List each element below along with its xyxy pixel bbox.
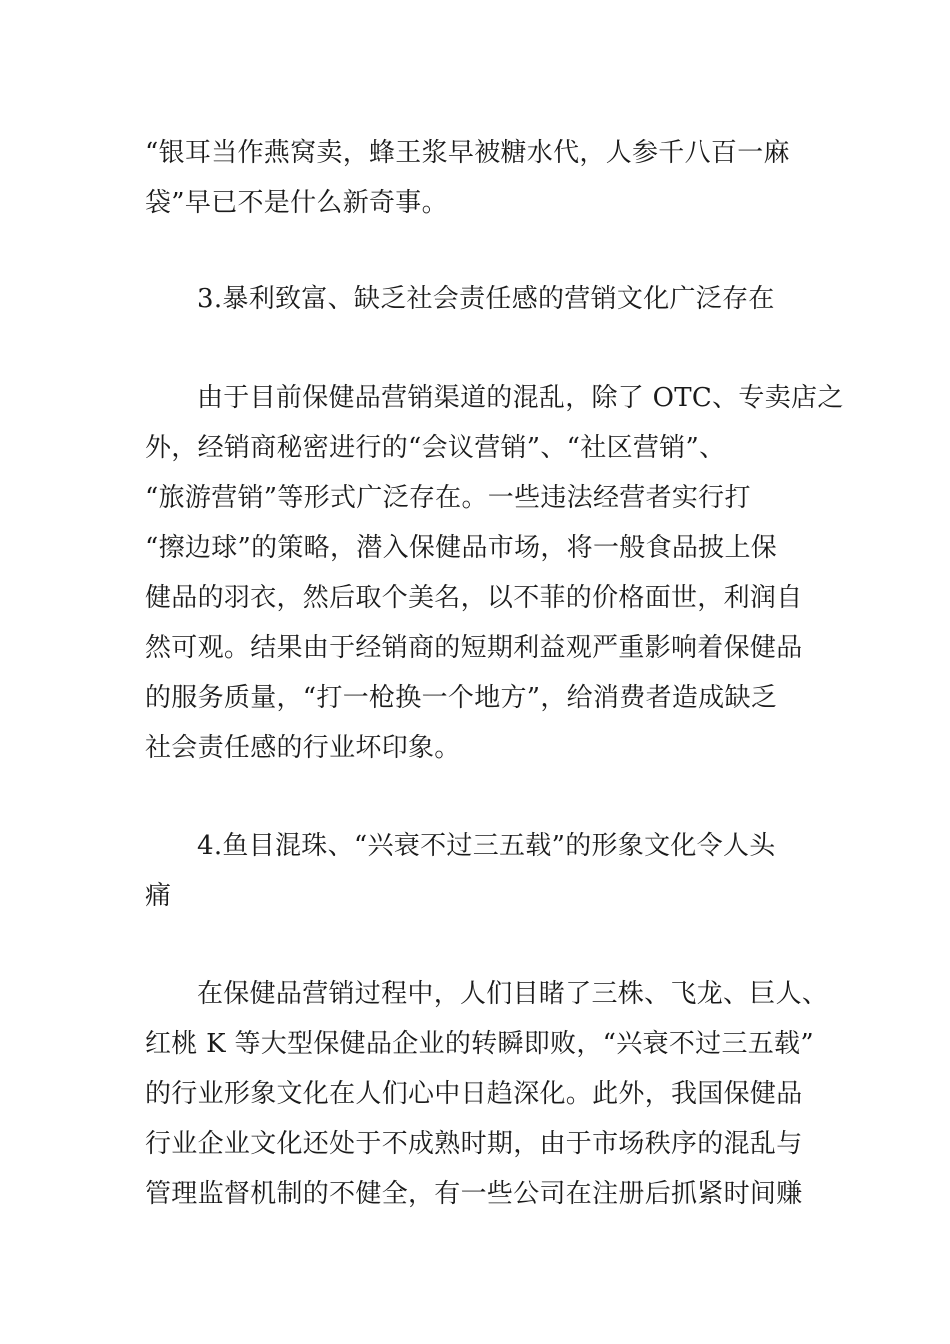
section-heading-4: 4.鱼目混珠、“兴衰不过三五载”的形象文化令人头	[197, 831, 776, 861]
paragraph-line: 在保健品营销过程中，人们目睹了三株、飞龙、巨人、	[197, 979, 829, 1009]
paragraph-line: 的服务质量，“打一枪换一个地方”，给消费者造成缺乏	[145, 683, 778, 713]
paragraph-line: 红桃 K 等大型保健品企业的转瞬即败，“兴衰不过三五载”	[145, 1029, 814, 1059]
paragraph-line: 健品的羽衣，然后取个美名，以不菲的价格面世，利润自	[145, 583, 803, 613]
paragraph-line: “擦边球”的策略，潜入保健品市场，将一般食品披上保	[145, 533, 778, 563]
paragraph-line: 袋”早已不是什么新奇事。	[145, 188, 448, 218]
paragraph-line: 由于目前保健品营销渠道的混乱，除了 OTC、专卖店之	[197, 383, 844, 413]
paragraph-line: 然可观。结果由于经销商的短期利益观严重影响着保健品	[145, 633, 803, 663]
paragraph-line: “旅游营销”等形式广泛存在。一些违法经营者实行打	[145, 483, 751, 513]
section-heading-4-cont: 痛	[145, 881, 172, 911]
paragraph-line: “银耳当作燕窝卖，蜂王浆早被糖水代，人参千八百一麻	[145, 138, 790, 168]
paragraph-line: 社会责任感的行业坏印象。	[145, 733, 461, 763]
paragraph-line: 外，经销商秘密进行的“会议营销”、“社区营销”、	[145, 433, 726, 463]
paragraph-line: 行业企业文化还处于不成熟时期，由于市场秩序的混乱与	[145, 1129, 803, 1159]
paragraph-line: 管理监督机制的不健全，有一些公司在注册后抓紧时间赚	[145, 1179, 803, 1209]
paragraph-line: 的行业形象文化在人们心中日趋深化。此外，我国保健品	[145, 1079, 803, 1109]
section-heading-3: 3.暴利致富、缺乏社会责任感的营销文化广泛存在	[197, 284, 775, 314]
